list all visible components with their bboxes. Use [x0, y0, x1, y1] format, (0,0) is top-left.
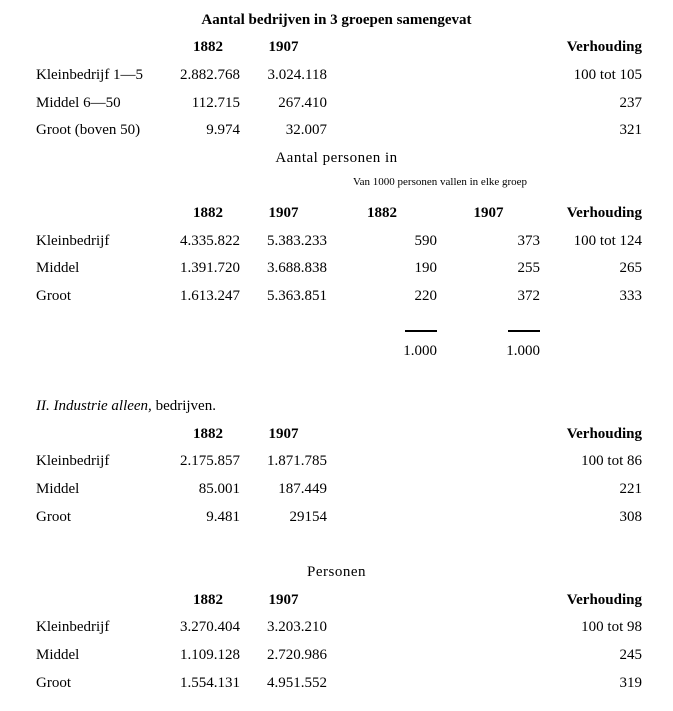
cell-1907: 5.363.851: [267, 288, 327, 304]
t4-row-middel: [36, 645, 642, 665]
cell-1882: 1.391.720: [180, 260, 240, 276]
t3-header-verhouding: Verhouding: [566, 426, 642, 442]
doc-title: Aantal bedrijven in 3 groepen samengevat: [201, 12, 472, 28]
t3-row-kleinbedrijf: [36, 451, 642, 471]
row-label: Middel: [36, 260, 80, 276]
cell-1907: 1.871.785: [267, 453, 327, 469]
cell-1882: 85.001: [198, 481, 240, 497]
cell-verhouding: 265: [619, 260, 642, 276]
t3-header-1907: 1907: [268, 426, 299, 442]
t1-header-1882: 1882: [193, 39, 223, 55]
t1-row-kleinbedrijf: [36, 65, 642, 85]
t2-header-1907: 1907: [268, 205, 299, 221]
row-label: Groot: [36, 509, 71, 525]
t2-header-1882: 1882: [193, 205, 223, 221]
t4-header-verhouding: Verhouding: [566, 592, 642, 608]
cell-per1000-1907: 255: [517, 260, 540, 276]
t3-header-1882: 1882: [193, 426, 223, 442]
cell-per1000-1907: 372: [517, 288, 540, 304]
section3-heading: [36, 396, 216, 416]
cell-verhouding: 100 tot 124: [573, 233, 642, 249]
cell-verhouding: 221: [619, 481, 642, 497]
t3-header-row: [36, 424, 642, 444]
section3-heading-italic: II. Industrie alleen,: [36, 398, 152, 414]
row-label: Groot: [36, 675, 71, 691]
cell-1907: 267.410: [278, 95, 327, 111]
t2-totals-row: [36, 341, 642, 361]
sum-rule-1907: [508, 330, 540, 332]
cell-1882: 2.882.768: [180, 67, 240, 83]
cell-1882: 112.715: [191, 95, 240, 111]
cell-per1000-1907: 373: [517, 233, 540, 249]
t3-row-middel: [36, 479, 642, 499]
t2-header-row: [36, 203, 642, 223]
cell-verhouding: 237: [619, 95, 642, 111]
cell-1882: 1.554.131: [180, 675, 240, 691]
cell-1882: 2.175.857: [180, 453, 240, 469]
cell-verhouding: 100 tot 86: [581, 453, 642, 469]
t2-row-middel: [36, 258, 642, 278]
row-label: Middel: [36, 481, 80, 497]
section3-heading-rest: bedrijven.: [151, 398, 216, 414]
t2-header-per1000-1882: 1882: [367, 205, 397, 221]
cell-per1000-1882: 190: [414, 260, 437, 276]
row-label: Kleinbedrijf: [36, 619, 110, 635]
t1-row-groot: [36, 120, 642, 140]
t4-header-spacer: [36, 590, 176, 610]
t1-header-row: [36, 37, 642, 57]
cell-1882: 3.270.404: [180, 619, 240, 635]
t1-header-verhouding: Verhouding: [566, 39, 642, 55]
cell-1882: 9.481: [206, 509, 240, 525]
cell-1907: 4.951.552: [267, 675, 327, 691]
cell-verhouding: 100 tot 105: [573, 67, 642, 83]
cell-1907: 5.383.233: [267, 233, 327, 249]
cell-verhouding: 319: [619, 675, 642, 691]
t2-header-verhouding: Verhouding: [566, 205, 642, 221]
t4-header-row: [36, 590, 642, 610]
t4-header-1882: 1882: [193, 592, 223, 608]
cell-1907: 29154: [289, 509, 327, 525]
cell-verhouding: 333: [619, 288, 642, 304]
section2-title: Aantal personen in: [275, 150, 398, 166]
cell-per1000-1882: 220: [414, 288, 437, 304]
total-per1000-1882: 1.000: [403, 343, 437, 359]
cell-1882: 1.613.247: [180, 288, 240, 304]
row-label: Middel: [36, 647, 80, 663]
cell-verhouding: 308: [619, 509, 642, 525]
cell-1882: 4.335.822: [180, 233, 240, 249]
row-label: Middel 6—50: [36, 95, 121, 111]
total-per1000-1907: 1.000: [506, 343, 540, 359]
t3-header-spacer: [36, 424, 176, 444]
section2-subtitle: Van 1000 personen vallen in elke groep: [352, 176, 528, 188]
row-label: Groot (boven 50): [36, 122, 141, 138]
cell-1907: 3.024.118: [267, 67, 327, 83]
cell-verhouding: 100 tot 98: [581, 619, 642, 635]
row-label: Kleinbedrijf: [36, 453, 110, 469]
t1-header-1907: 1907: [268, 39, 299, 55]
t2-header-spacer: [36, 203, 176, 223]
cell-verhouding: 245: [619, 647, 642, 663]
t2-row-groot: [36, 286, 642, 306]
cell-1907: 32.007: [285, 122, 327, 138]
section4-title: Personen: [307, 564, 366, 580]
t3-row-groot: [36, 507, 642, 527]
row-label: Groot: [36, 288, 71, 304]
cell-verhouding: 321: [619, 122, 642, 138]
cell-1882: 9.974: [206, 122, 240, 138]
cell-1907: 3.688.838: [267, 260, 327, 276]
t4-row-groot: [36, 673, 642, 693]
cell-1907: 3.203.210: [267, 619, 327, 635]
t1-header-spacer: [36, 37, 176, 57]
t2-row-kleinbedrijf: [36, 231, 642, 251]
t4-header-1907: 1907: [268, 592, 299, 608]
sum-rule-1882: [405, 330, 437, 332]
row-label: Kleinbedrijf: [36, 233, 110, 249]
cell-1882: 1.109.128: [180, 647, 240, 663]
cell-1907: 187.449: [278, 481, 327, 497]
t4-row-kleinbedrijf: [36, 617, 642, 637]
cell-1907: 2.720.986: [267, 647, 327, 663]
t2-header-per1000-1907: 1907: [473, 205, 504, 221]
cell-per1000-1882: 590: [414, 233, 437, 249]
row-label: Kleinbedrijf 1—5: [36, 67, 144, 83]
t1-row-middel: [36, 93, 642, 113]
